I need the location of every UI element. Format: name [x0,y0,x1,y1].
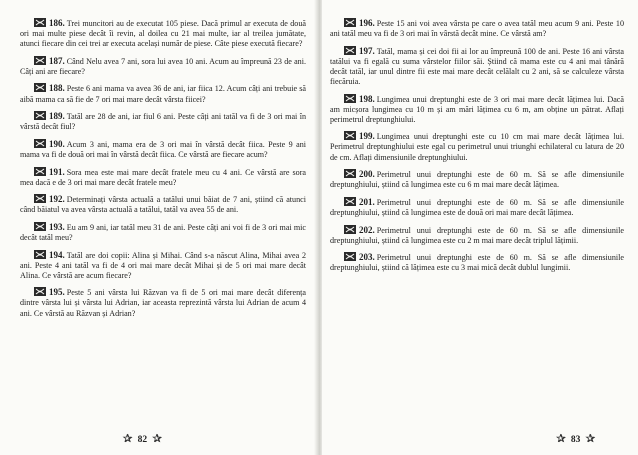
problem-text: Acum 3 ani, mama era de 3 ori mai în vârstă decât fiica. Peste 9 ani mama va fi de două ori mai în vârstă decât fiica. Ce vârstă are fiecare acum? [20,139,306,159]
problem-item [20,18,306,49]
problem-number: 187. [49,55,65,66]
problem-marker-icon [344,94,356,103]
problem-item [20,111,306,132]
problem-text: Tatăl are 28 de ani, iar fiul 6 ani. Peste câți ani tatăl va fi de 3 ori mai în vârstă decât fiul? [20,112,306,132]
problem-text: Tatăl, mama și cei doi fii ai lor au împreună 100 de ani. Peste 16 ani vârsta tatălui va fi egală cu suma vârstelor fiilor săi. Știind că mama este cu 4 ani mai tânără decât tatăl, iar unul dintre fii este mai mare decât celălalt cu 2 ani, să se calculeze vârsta fiecăruia. [330,46,624,86]
star-icon: ✰ [123,433,133,445]
problem-item [330,252,624,273]
problem-number: 188. [49,83,65,94]
problem-marker-icon [34,18,46,27]
problem-item [20,167,306,188]
star-icon: ✰ [152,433,162,445]
problem-number: 193. [49,221,65,232]
problem-text: Trei muncitori au de executat 105 piese. Dacă primul ar executa de două ori mai multe piese decât îi revin, al doilea cu 21 mai multe, iar al treilea jumătate, atunci fiecare din cei trei ar executa același număr de piese. Câte piese execută fiecare? [20,19,306,49]
problem-number: 195. [49,287,65,298]
problem-number: 189. [49,111,65,122]
problem-marker-icon [34,83,46,92]
problem-item [330,169,624,190]
problem-text: Determinați vârsta actuală a tatălui unui băiat de 7 ani, știind că atunci când băiatul va avea vârsta actuală a tatălui, tatăl va avea 55 de ani. [20,195,306,215]
problem-text: Eu am 9 ani, iar tatăl meu 31 de ani. Peste câți ani voi fi de 3 ori mai mic decât tatăl meu? [20,222,306,242]
problem-number: 192. [49,194,65,205]
problem-item [20,139,306,160]
problem-item [330,131,624,162]
problem-number: 203. [359,252,375,263]
problem-item [330,225,624,246]
problem-marker-icon [34,222,46,231]
problem-marker-icon [344,131,356,140]
problem-text: Când Nelu avea 7 ani, sora lui avea 10 ani. Acum au împreună 23 de ani. Câți ani are fiecare? [20,56,306,76]
problem-number: 201. [359,196,375,207]
problem-number: 191. [49,166,65,177]
problem-marker-icon [34,139,46,148]
problem-item [330,197,624,218]
problem-text: Tatăl are doi copii: Alina și Mihai. Când s-a născut Alina, Mihai avea 2 ani. Peste 4 ani tatăl va fi de 4 ori mai mare decât Mihai și de 5 ori mai mare decât Alina. Ce vârstă are acum fiecare? [20,250,306,280]
problem-item [20,83,306,104]
problem-item [20,250,306,281]
problem-marker-icon [34,194,46,203]
problem-number: 197. [359,45,375,56]
problem-marker-icon [34,287,46,296]
left-page-number: 82 [137,435,148,445]
problem-text: Peste 15 ani voi avea vârsta pe care o avea tatăl meu acum 9 ani. Peste 10 ani tatăl meu va fi de 3 ori mai în vârstă decât mine. Ce vârstă am? [330,19,624,39]
left-page [0,0,316,455]
problem-number: 202. [359,224,375,235]
problem-marker-icon [34,250,46,259]
problem-item [20,194,306,215]
problem-number: 198. [359,93,375,104]
problem-marker-icon [344,252,356,261]
problem-item [330,94,624,125]
problem-marker-icon [34,111,46,120]
problem-marker-icon [34,56,46,65]
problem-text: Peste 5 ani vârsta lui Răzvan va fi de 5 ori mai mare decât diferența dintre vârsta lui și vârsta lui Adrian, iar aceasta reprezintă vârsta lui Adrian de acum 4 ani. Ce vârstă au Răzvan și Adrian? [20,288,306,318]
problem-text: Perimetrul unui dreptunghi este de 60 m. Să se afle dimensiunile dreptunghiului, știind că lungimea este cu 6 m mai mare decât lățimea. [330,170,624,190]
problem-marker-icon [344,225,356,234]
right-problem-list [330,18,624,273]
problem-item [20,287,306,318]
star-icon: ✰ [556,433,566,445]
problem-number: 190. [49,138,65,149]
problem-number: 196. [359,18,375,28]
right-page-number: 83 [570,435,581,445]
problem-number: 194. [49,249,65,260]
problem-text: Lungimea unui dreptunghi este de 3 ori mai mare decât lățimea lui. Dacă am micșora lungimea cu 10 m și am mări lățimea cu 6 m, am obține un pătrat. Aflați perimetrul dreptunghiului. [330,94,624,124]
problem-item [20,222,306,243]
problem-number: 200. [359,169,375,180]
right-page [322,0,638,455]
problem-marker-icon [34,167,46,176]
problem-marker-icon [344,169,356,178]
right-page-footer [553,432,598,445]
problem-text: Peste 6 ani mama va avea 36 de ani, iar fiica 12. Acum câți ani trebuie să aibă mama ca să fie de 7 ori mai mare decât vârsta fiicei? [20,84,306,104]
problem-number: 186. [49,18,65,28]
star-icon: ✰ [585,433,595,445]
problem-marker-icon [344,197,356,206]
problem-item [330,18,624,39]
problem-text: Perimetrul unui dreptunghi este de 60 m. Să se afle dimensiunile dreptunghiului, știind că lățimea este cu 3 mai mică decât dublul lungimii. [330,253,624,273]
left-problem-list [20,18,306,319]
problem-number: 199. [359,131,375,142]
problem-text: Perimetrul unui dreptunghi este de 60 m. Să se afle dimensiunile dreptunghiului, știind că lungimea este cu 2 m mai mare decât triplul lățimii. [330,225,624,245]
problem-text: Sora mea este mai mare decât fratele meu cu 4 ani. Ce vârstă are sora mea dacă e de 3 ori mai mare decât fratele meu? [20,167,306,187]
left-page-footer [120,432,165,445]
problem-marker-icon [344,18,356,27]
problem-item [330,46,624,87]
problem-text: Perimetrul unui dreptunghi este de 60 m. Să se afle dimensiunile dreptunghiului, știind că lungimea este de două ori mai mare decât lățimea. [330,197,624,217]
problem-marker-icon [344,46,356,55]
problem-text: Lungimea unui dreptunghi este cu 10 cm mai mare decât lățimea lui. Perimetrul dreptunghiului este egal cu perimetrul unui triunghi echilateral cu latura de 20 de cm. Aflați dimensiunile dreptunghiului. [330,132,624,162]
problem-item [20,56,306,77]
